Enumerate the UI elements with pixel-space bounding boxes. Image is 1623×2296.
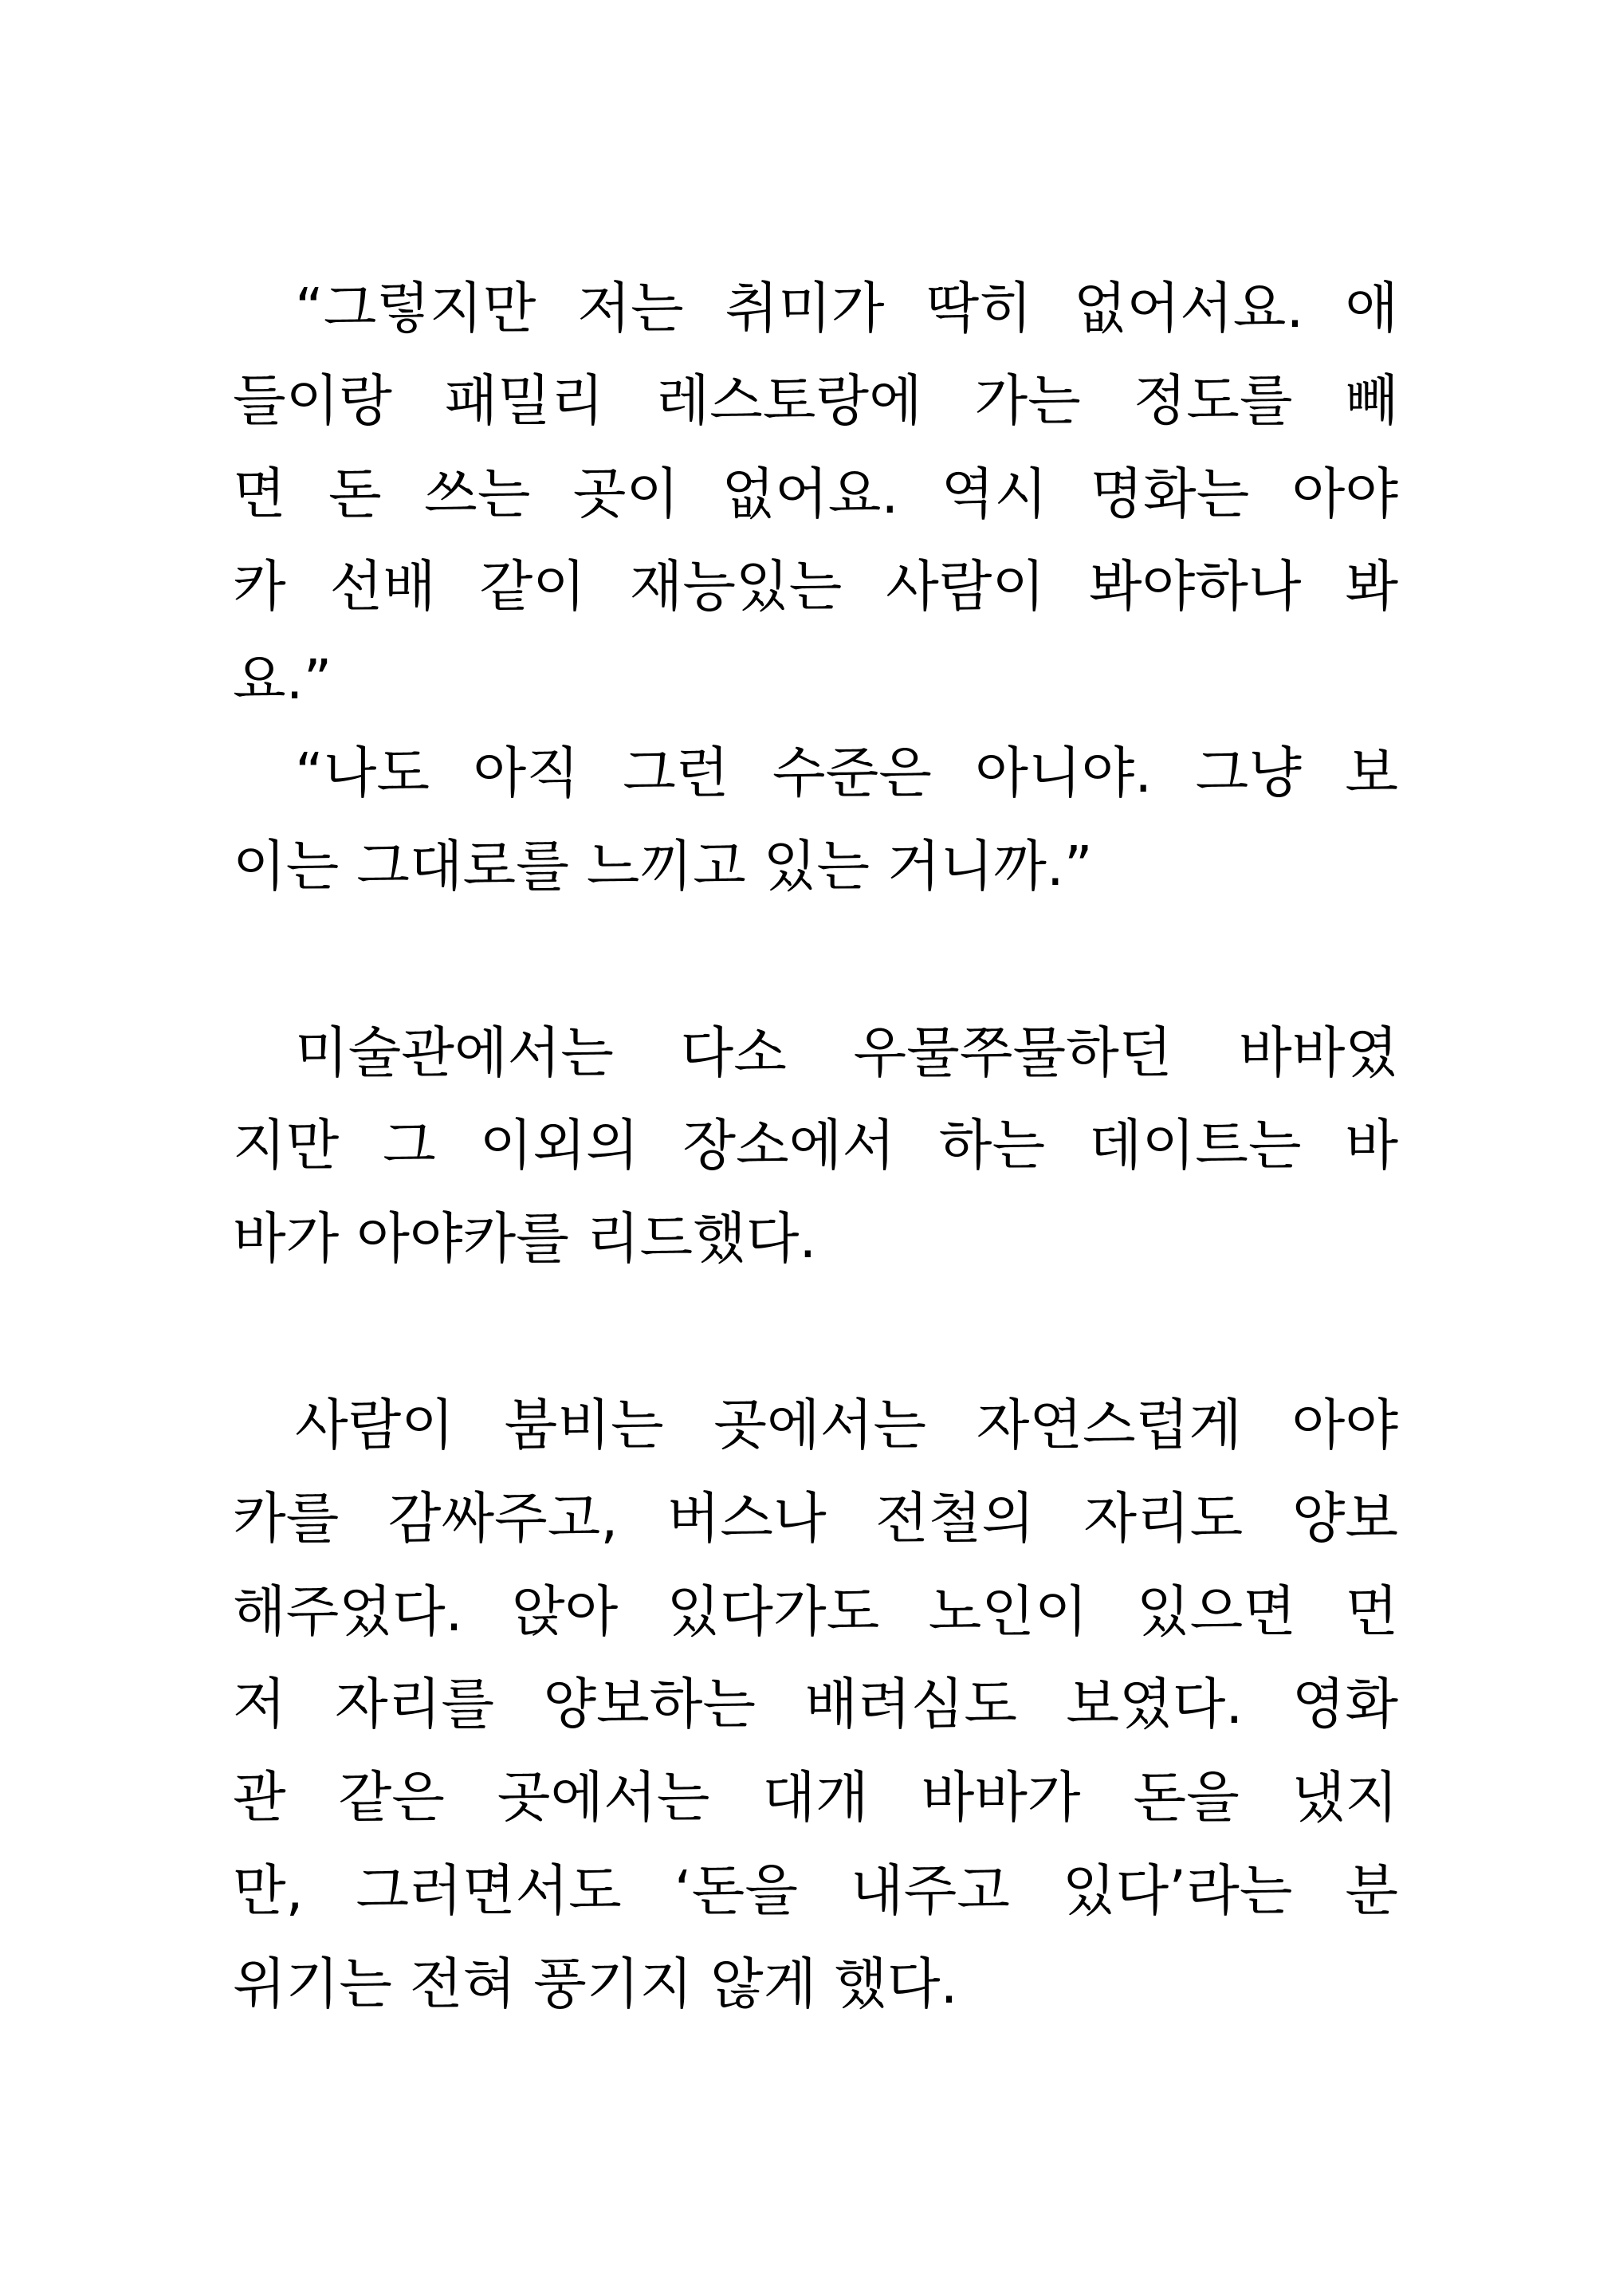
- text-line: “그렇지만 저는 취미가 딱히 없어서요. 애: [295, 277, 1398, 340]
- text-line: 관 같은 곳에서는 대개 바바가 돈을 냈지: [233, 1766, 1398, 1830]
- text-line: 사람이 붐비는 곳에서는 자연스럽게 아야: [295, 1394, 1398, 1457]
- text-line: 카를 감싸주고, 버스나 전철의 자리도 양보: [233, 1487, 1398, 1551]
- text-line: 저 자리를 양보하는 배려심도 보였다. 영화: [233, 1673, 1398, 1736]
- text-line: 만, 그러면서도 ‘돈을 내주고 있다’라는 분: [233, 1859, 1398, 1923]
- text-line: 면 돈 쓰는 곳이 없어요. 역시 명화는 아야: [233, 462, 1398, 526]
- text-line: 미술관에서는 다소 우물쭈물하던 바바였: [295, 1021, 1398, 1085]
- text-line: 요.”: [233, 648, 332, 712]
- text-line: 카 선배 같이 재능있는 사람이 봐야하나 봐: [233, 555, 1398, 619]
- text-line: 들이랑 패밀리 레스토랑에 가는 정도를 빼: [233, 369, 1398, 433]
- text-line: 지만 그 이외의 장소에서 하는 데이트는 바: [233, 1114, 1398, 1177]
- text-line: 위기는 전혀 풍기지 않게 했다.: [233, 1952, 958, 2016]
- text-line: “나도 아직 그런 수준은 아니야. 그냥 보: [295, 741, 1398, 805]
- text-line: 바가 아야카를 리드했다.: [233, 1207, 817, 1271]
- text-line: 이는 그대로를 느끼고 있는 거니까.”: [233, 835, 1093, 898]
- text-line: 해주었다. 앉아 있다가도 노인이 있으면 먼: [233, 1580, 1398, 1644]
